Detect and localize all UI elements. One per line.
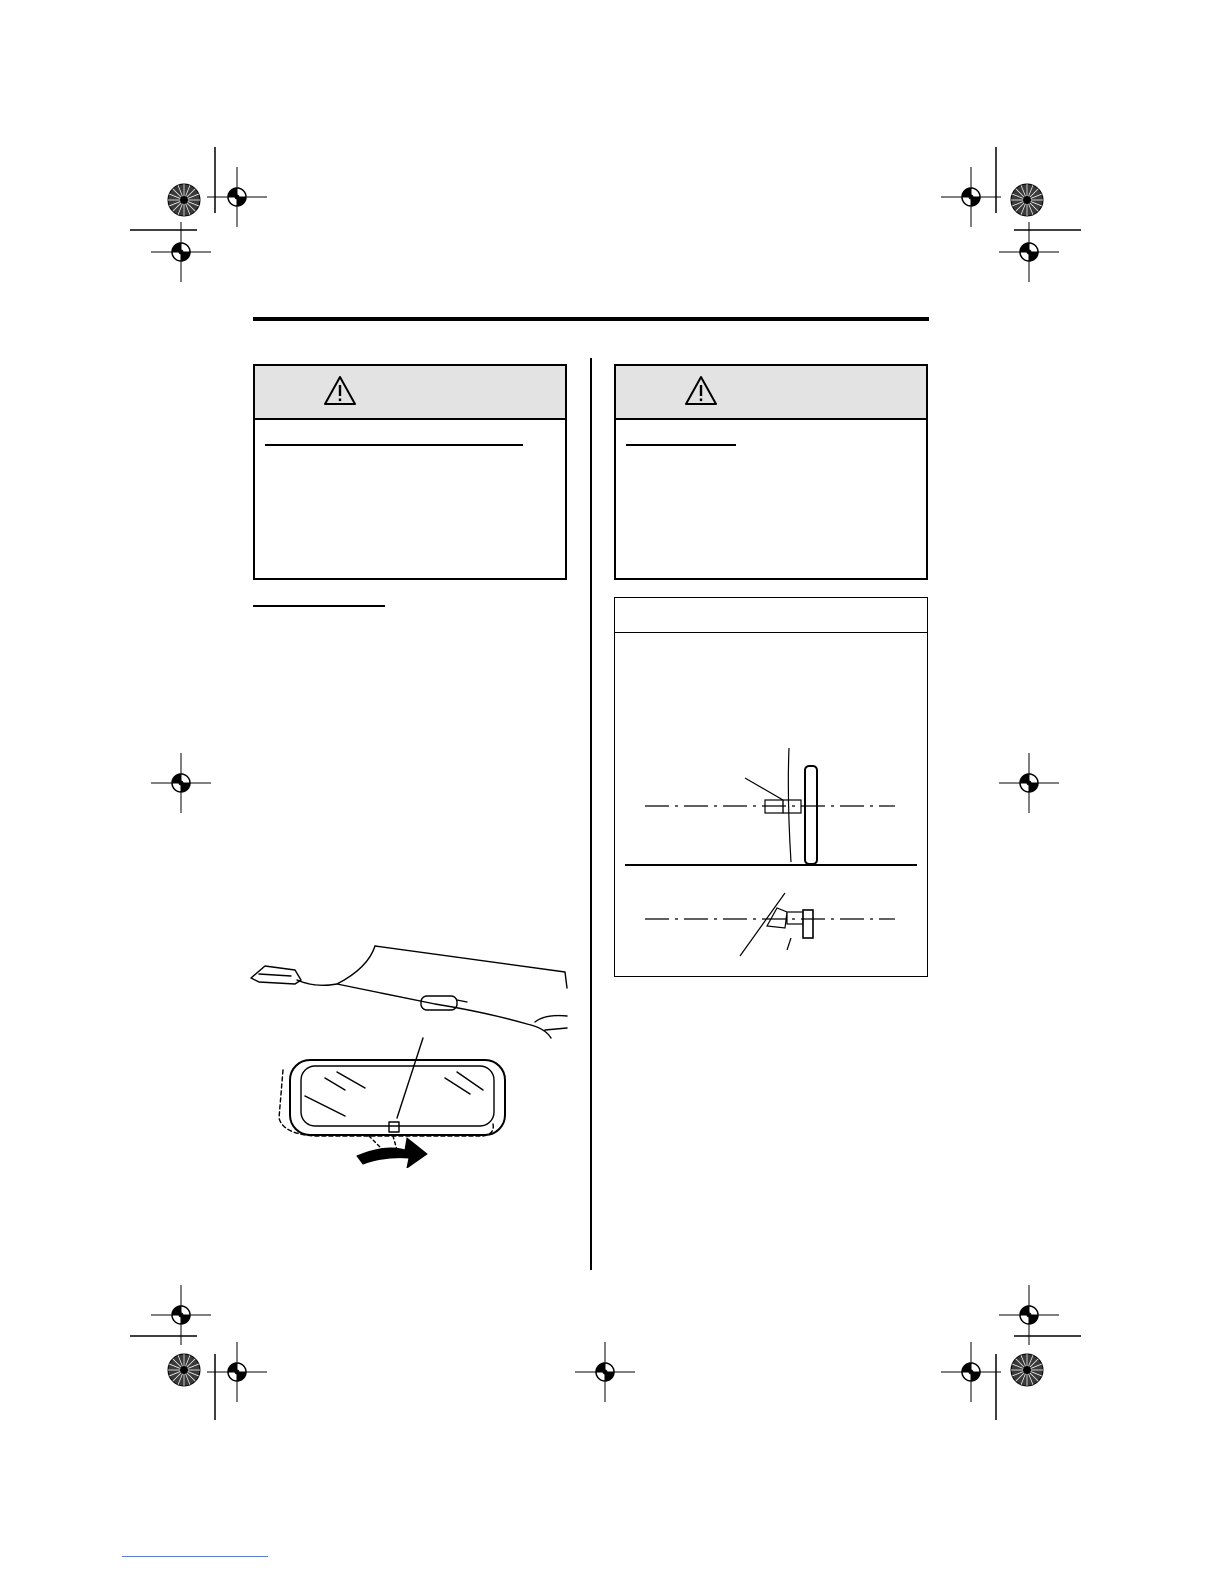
warning-box-header xyxy=(255,366,565,420)
mirror-side-view-diagram xyxy=(615,738,927,976)
warning-heading-underline xyxy=(265,444,523,446)
warning-triangle-icon xyxy=(323,375,357,407)
note-header-rule xyxy=(615,632,927,633)
color-bar-mark xyxy=(1011,184,1043,216)
note-box xyxy=(614,597,928,977)
warning-box-left xyxy=(253,364,567,580)
warning-box-header xyxy=(616,366,926,420)
warning-box-right xyxy=(614,364,928,580)
rearview-mirror-illustration xyxy=(245,938,575,1168)
diagram-divider xyxy=(625,864,917,866)
warning-triangle-icon xyxy=(684,375,718,407)
crosshair-mark xyxy=(168,184,200,216)
footer-link-underline[interactable] xyxy=(122,1556,268,1557)
header-rule xyxy=(253,317,929,321)
section-heading-underline xyxy=(253,605,385,607)
column-divider xyxy=(590,358,592,1270)
warning-heading-underline xyxy=(626,444,736,446)
